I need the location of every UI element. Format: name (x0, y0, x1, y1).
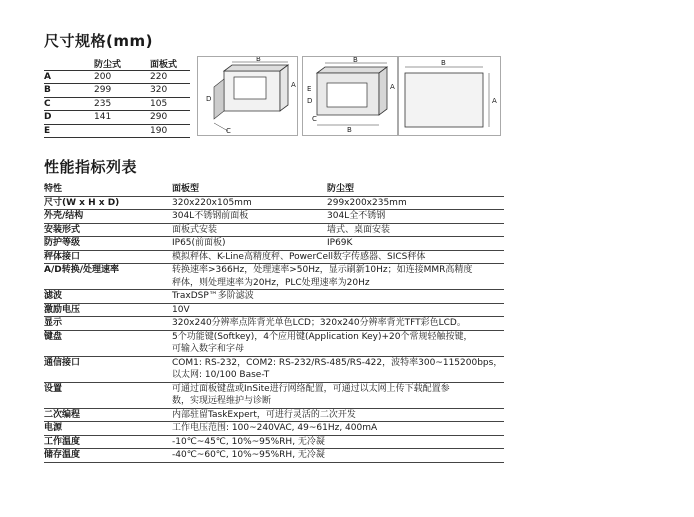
spec-value-line: 320x240分辨率点阵背光单色LCD；320x240分辨率背光TFT彩色LCD。 (172, 318, 466, 328)
diagram2-letter-c: C (312, 115, 317, 123)
spec-row (44, 435, 504, 449)
diagram2-letter-a: A (390, 83, 395, 91)
specs-title: 性能指标列表 (44, 158, 138, 176)
diagram2-letter-b-bottom: B (347, 126, 352, 134)
panel-value: 190 (150, 125, 168, 136)
spec-value (172, 449, 504, 462)
dimension-label: E (44, 125, 51, 136)
spec-row (44, 330, 504, 356)
panel-value: 320 (150, 85, 168, 96)
diagram2-letter-b: B (353, 57, 358, 64)
specs-table (44, 183, 504, 463)
spec-value (172, 331, 504, 356)
dimension-label: A (44, 71, 51, 82)
spec-value-line: 5个功能键(Softkey)，4个应用键(Application Key)+20个常规轻触按键， (172, 331, 473, 342)
spec-value (172, 436, 504, 449)
diagram3-letter-b: B (441, 59, 446, 67)
spec-value-line: 模拟秤体、K-Line高精度秤、PowerCell数字传感器、SICS秤体 (172, 251, 426, 262)
panel-value: 290 (150, 112, 168, 123)
spec-value-line: 转换速率>366Hz，处理速率>50Hz，显示刷新10Hz；如连接MMR高精度 (172, 265, 473, 275)
cutout-diagram (398, 56, 501, 136)
panel-spec-value: 304L不锈钢前面板 (172, 211, 249, 221)
spec-row (44, 196, 504, 210)
dimension-row (44, 70, 190, 84)
specs-header-row (44, 183, 504, 196)
spec-row (44, 421, 504, 435)
spec-value-line: 内部驻留TaskExpert，可进行灵活的二次开发 (172, 409, 356, 420)
diagram-letter-a: A (291, 81, 296, 89)
diagram2-letter-e: E (307, 85, 312, 93)
panel-type-column-header: 面板型 (172, 184, 200, 194)
dimensions-table (44, 57, 190, 138)
spec-row (44, 209, 504, 223)
spec-value (172, 304, 504, 317)
spec-value-line: 10V (172, 304, 190, 315)
diagram-letter-b: B (256, 57, 261, 63)
spec-row (44, 263, 504, 289)
dimension-row (44, 110, 190, 124)
spec-row (44, 356, 504, 382)
spec-label: A/D转换/处理速率 (44, 265, 120, 275)
dust-value: 141 (94, 112, 112, 123)
spec-label: 尺寸(W x H x D) (44, 197, 120, 208)
spec-row (44, 223, 504, 237)
spec-label: 设置 (44, 383, 63, 394)
spec-label: 通信接口 (44, 357, 81, 368)
spec-value-line: COM1: RS-232，COM2: RS-232/RS-485/RS-422，波特率300~115200bps， (172, 357, 503, 368)
spec-label: 显示 (44, 318, 63, 328)
dust-spec-value: 304L全不锈钢 (327, 211, 386, 221)
panel-spec-value: 面板式安装 (172, 224, 218, 235)
spec-row (44, 316, 504, 330)
dust-value: 200 (94, 71, 112, 82)
spec-label: 秤体接口 (44, 251, 81, 262)
spec-value (172, 290, 504, 303)
spec-label: 激励电压 (44, 304, 81, 315)
panel-mount-diagram (197, 56, 298, 136)
dimensions-header-row (44, 57, 190, 70)
spec-label: 键盘 (44, 331, 63, 342)
feature-column-header: 特性 (44, 184, 63, 194)
diagram3-letter-a: A (492, 97, 497, 105)
dimension-label: C (44, 98, 51, 109)
spec-value-line: 工作电压范围: 100~240VAC, 49~61Hz, 400mA (172, 423, 378, 433)
panel-value: 220 (150, 71, 168, 82)
spec-value-line: 秤体，则处理速率为20Hz，PLC处理速率为20Hz (172, 277, 370, 288)
spec-label: 二次编程 (44, 409, 81, 420)
spec-value-line: 可通过面板键盘或InSite进行网络配置，可通过以太网上传下载配置参 (172, 383, 450, 394)
spec-row (44, 448, 504, 463)
spec-row (44, 382, 504, 408)
dust-type-column-header: 防尘型 (327, 184, 355, 194)
spec-label: 安装形式 (44, 224, 81, 235)
spec-value (172, 357, 504, 382)
panel-column-header: 面板式 (150, 59, 178, 70)
spec-row (44, 408, 504, 422)
spec-value (172, 264, 504, 289)
panel-spec-value: IP65(前面板) (172, 238, 226, 248)
spec-value (172, 383, 504, 408)
panel-spec-value: 320x220x105mm (172, 197, 252, 208)
dimension-row (44, 83, 190, 97)
spec-label: 工作温度 (44, 436, 81, 447)
dust-value: 299 (94, 85, 112, 96)
spec-row (44, 236, 504, 250)
dust-spec-value: IP69K (327, 238, 353, 248)
dust-value: 235 (94, 98, 112, 109)
spec-row (44, 250, 504, 264)
spec-value-line: -40℃~60℃, 10%~95%RH, 无冷凝 (172, 450, 325, 460)
dimension-label: D (44, 112, 52, 123)
dust-proof-diagram (302, 56, 398, 136)
dust-spec-value: 299x200x235mm (327, 197, 407, 208)
diagram-letter-c: C (226, 127, 231, 135)
spec-label: 外壳/结构 (44, 211, 84, 221)
spec-value (172, 422, 504, 435)
spec-value-line: 数，实现远程维护与诊断 (172, 396, 272, 406)
spec-value (172, 409, 504, 422)
spec-value-line: TraxDSP™多阶滤波 (172, 291, 254, 301)
spec-label: 电源 (44, 423, 63, 433)
dust-column-header: 防尘式 (94, 59, 122, 70)
spec-value (172, 317, 504, 330)
dust-spec-value: 墙式、桌面安装 (327, 224, 391, 235)
panel-value: 105 (150, 98, 168, 109)
spec-label: 防护等级 (44, 238, 81, 248)
spec-label: 滤波 (44, 291, 63, 301)
spec-label: 储存温度 (44, 450, 81, 460)
dimension-label: B (44, 85, 51, 96)
spec-value-line: -10℃~45℃, 10%~95%RH, 无冷凝 (172, 436, 325, 447)
spec-value-line: 可输入数字和字母 (172, 344, 245, 354)
dimension-row (44, 124, 190, 139)
spec-value-line: 以太网: 10/100 Base-T (172, 370, 270, 380)
diagram-letter-d: D (206, 95, 212, 103)
dimension-row (44, 97, 190, 111)
spec-row (44, 303, 504, 317)
spec-row (44, 289, 504, 303)
spec-value (172, 251, 504, 264)
diagram2-letter-d: D (307, 97, 313, 105)
dimensions-title: 尺寸规格(mm) (44, 32, 153, 50)
